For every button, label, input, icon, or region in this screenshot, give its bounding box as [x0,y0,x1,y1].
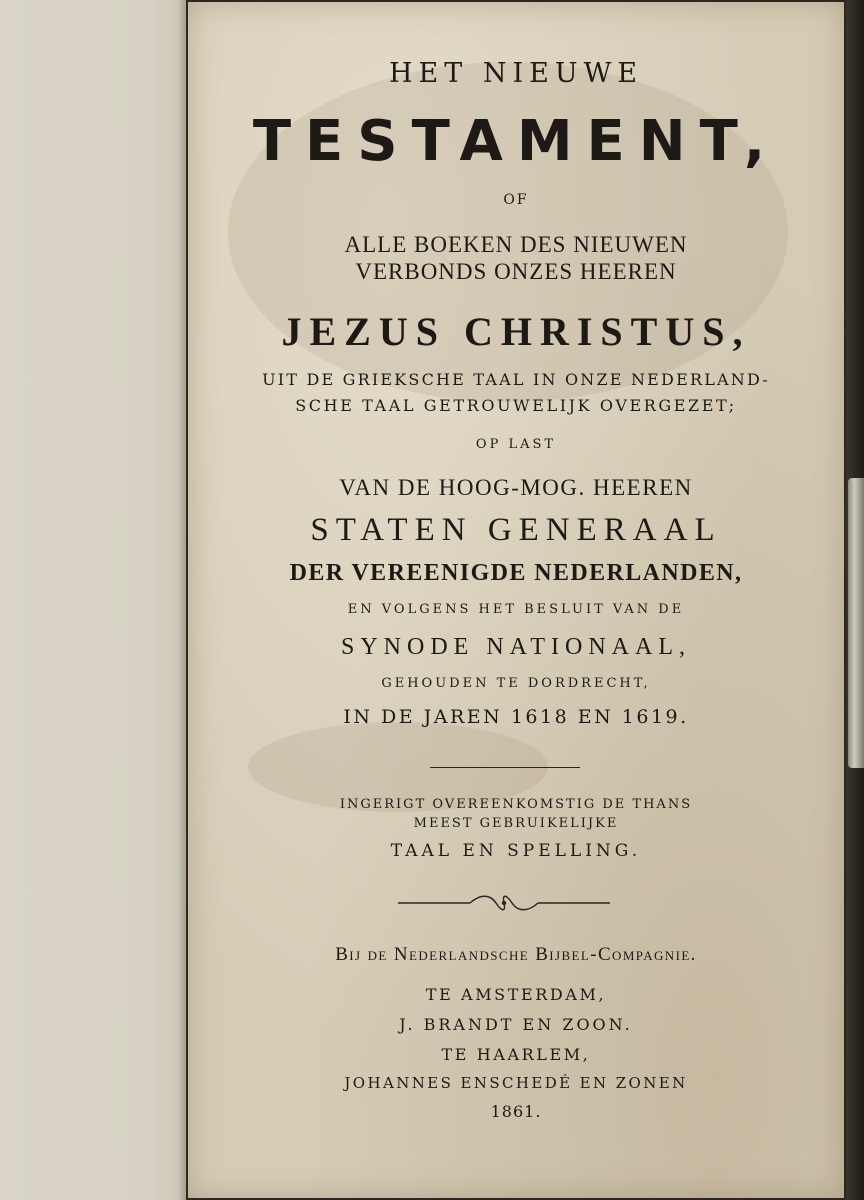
subtitle-line-alle-boeken: ALLE BOEKEN DES NIEUWEN [344,232,688,257]
text-line-ingerigt: INGERIGT OVEREENKOMSTIG DE THANS [339,797,693,812]
metal-clasp [848,478,864,768]
text-line-hoog-mog-heeren: VAN DE HOOG-MOG. HEEREN [339,475,693,500]
title-jezus-christus: JEZUS CHRISTUS, [281,309,751,354]
text-line-amsterdam: TE AMSTERDAM, [425,985,607,1004]
text-line-haarlem: TE HAARLEM, [441,1045,591,1064]
text-line-year: 1861. [490,1102,542,1121]
title-page [188,2,844,1198]
text-line-besluit: EN VOLGENS HET BESLUIT VAN DE [347,602,685,617]
text-line-gebruikelijke: MEEST GEBRUIKELIJKE [413,816,619,831]
subtitle-line-verbonds: VERBONDS ONZES HEEREN [355,259,677,284]
title-line-het-nieuwe: HET NIEUWE [388,58,644,89]
title-line-of: OF [503,192,529,208]
flourish-ornament-icon [398,892,610,914]
text-line-dordrecht: GEHOUDEN TE DORDRECHT, [381,676,651,691]
text-line-taal-spelling: TAAL EN SPELLING. [390,841,642,861]
title-vereenigde-nederlanden: DER VEREENIGDE NEDERLANDEN, [289,560,743,586]
text-line-griekschen-taal: UIT DE GRIEKSCHE TAAL IN ONZE NEDERLAND- [262,370,770,389]
text-line-overgezet: SCHE TAAL GETROUWELIJK OVERGEZET; [295,396,737,415]
text-line-op-last: OP LAST [475,437,557,452]
title-synode-nationaal: SYNODE NATIONAAL, [341,634,691,660]
blank-flyleaf [0,0,186,1200]
text-line-jaren: IN DE JAREN 1618 EN 1619. [343,706,689,728]
divider-rule [430,767,580,768]
title-staten-generaal: STATEN GENERAAL [310,512,722,548]
text-line-enschede: JOHANNES ENSCHEDÉ EN ZONEN [344,1074,688,1092]
publisher-line: Bij de Nederlandsche Bijbel-Compagnie. [335,944,697,965]
title-testament: TESTAMENT, [252,109,780,174]
text-line-brandt: J. BRANDT EN ZOON. [399,1015,633,1034]
